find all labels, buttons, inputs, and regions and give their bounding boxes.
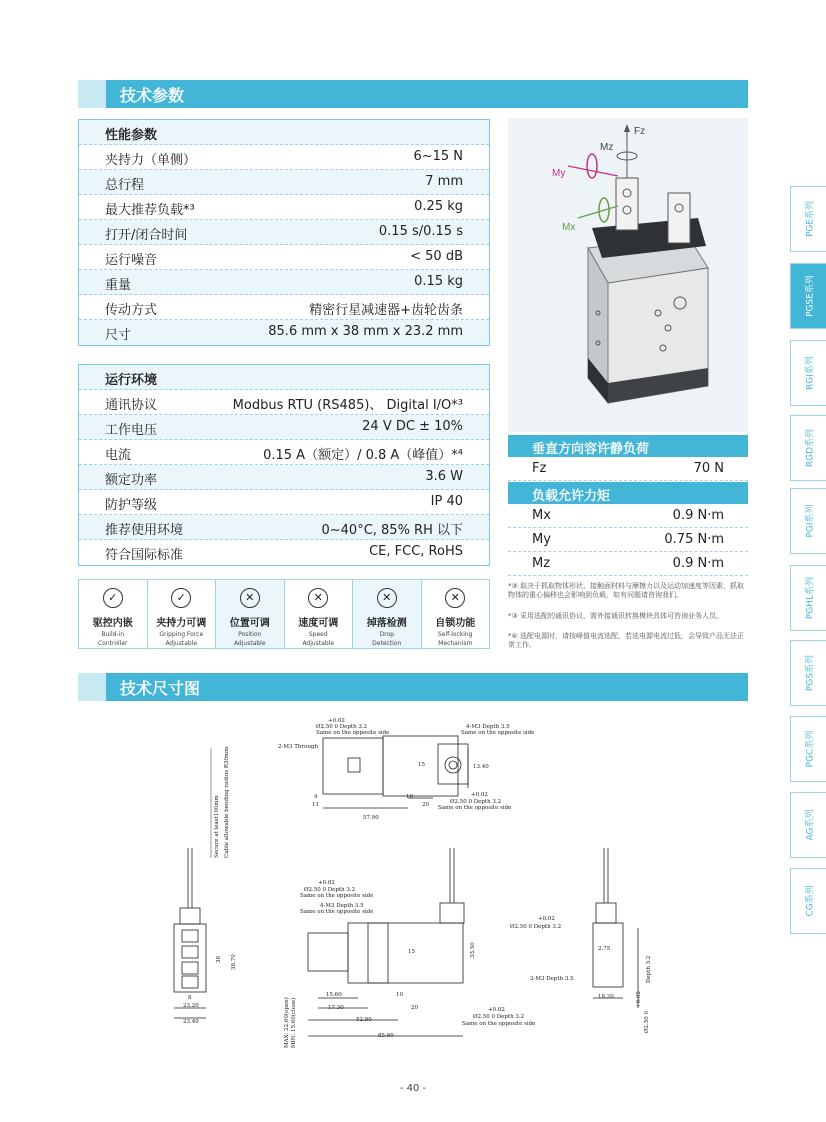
svg-text:+0.02: +0.02	[636, 991, 642, 1008]
top-view	[323, 736, 468, 808]
svg-text:15.60: 15.60	[326, 992, 342, 998]
my-label: My	[552, 168, 566, 179]
load-row: Mz 0.9 N·m	[508, 552, 748, 576]
x-circle-icon: ✕	[240, 588, 260, 608]
feature-item: ✕ 掉落检测 Drop Detection	[353, 580, 422, 648]
svg-text:4: 4	[314, 794, 318, 800]
svg-text:18.20: 18.20	[598, 994, 614, 1000]
svg-text:Ø2.50 0 Depth 3.2: Ø2.50 0 Depth 3.2	[316, 724, 368, 730]
svg-text:4-M3 Depth 3.5: 4-M3 Depth 3.5	[320, 903, 364, 909]
svg-text:23.40: 23.40	[183, 1019, 199, 1025]
svg-text:Ø2.50 0 Depth 3.2: Ø2.50 0 Depth 3.2	[510, 924, 562, 930]
table-row: 推荐使用环境 0~40°C, 85% RH 以下	[79, 515, 489, 540]
feature-item: ✓ 夹持力可调 Gripping Force Adjustable	[148, 580, 217, 648]
svg-text:38: 38	[216, 956, 222, 963]
svg-text:Same on the opposite side: Same on the opposite side	[300, 909, 374, 915]
svg-text:+0.02: +0.02	[328, 718, 345, 724]
svg-text:15: 15	[418, 762, 425, 768]
svg-text:8: 8	[188, 995, 192, 1001]
svg-text:57.90: 57.90	[363, 815, 379, 821]
gripper-illustration	[508, 118, 748, 432]
svg-text:+0.02: +0.02	[318, 880, 335, 886]
side-tab-pghl[interactable]: PGHL系列	[790, 565, 826, 631]
feature-item: ✓ 驱控内嵌 Build-in Controller	[79, 580, 148, 648]
side-tab-pgse[interactable]: PGSE系列	[790, 263, 826, 329]
environment-table	[78, 364, 490, 566]
svg-text:Ø2.50 0 Depth 3.2: Ø2.50 0 Depth 3.2	[450, 799, 502, 805]
page-number: - 40 -	[399, 1083, 427, 1094]
x-circle-icon: ✕	[377, 588, 397, 608]
product-image	[508, 118, 748, 432]
svg-text:Ø2.50 0: Ø2.50 0	[644, 1010, 650, 1033]
table-row: 夹持力（单侧） 6~15 N	[79, 145, 489, 170]
check-circle-icon: ✓	[171, 588, 191, 608]
mx-label: Mx	[562, 222, 576, 233]
table-header: 性能参数	[79, 120, 489, 145]
table-row: 电流 0.15 A（额定）/ 0.8 A（峰值）*⁴	[79, 440, 489, 465]
svg-text:15: 15	[408, 949, 415, 955]
svg-text:52.90: 52.90	[356, 1017, 372, 1023]
table-row: 最大推荐负载*³ 0.25 kg	[79, 195, 489, 220]
svg-text:11: 11	[312, 802, 319, 808]
svg-text:2-M3 Depth 3.5: 2-M3 Depth 3.5	[530, 976, 574, 982]
svg-text:Ø2.50 0 Depth 3.2: Ø2.50 0 Depth 3.2	[473, 1014, 525, 1020]
section-title-bar	[78, 673, 748, 701]
check-circle-icon: ✓	[103, 588, 123, 608]
svg-text:4-M3 Depth 3.5: 4-M3 Depth 3.5	[466, 724, 510, 730]
table-row: 总行程 7 mm	[79, 170, 489, 195]
x-circle-icon: ✕	[308, 588, 328, 608]
svg-text:13.40: 13.40	[473, 764, 489, 770]
svg-text:20: 20	[411, 1005, 418, 1011]
left-view	[174, 848, 206, 1018]
right-view	[593, 848, 638, 1008]
footnote: *③ 采用选配的通讯协议，需外接通讯转换模块具体可咨询业务人员。	[508, 612, 723, 620]
svg-text:Same on the opposite side: Same on the opposite side	[300, 893, 374, 899]
svg-text:38.70: 38.70	[231, 954, 237, 970]
svg-text:Same on the opposite side: Same on the opposite side	[461, 730, 535, 736]
feature-item: ✕ 速度可调 Speed Adjustable	[285, 580, 354, 648]
table-row: 重量 0.15 kg	[79, 270, 489, 295]
svg-text:17.30: 17.30	[328, 1005, 344, 1011]
svg-text:10: 10	[406, 794, 413, 800]
svg-text:33.50: 33.50	[470, 942, 476, 958]
svg-text:+0.02: +0.02	[471, 792, 488, 798]
side-tab-pgc[interactable]: PGC系列	[790, 716, 826, 782]
svg-text:Same on the opposite side: Same on the opposite side	[438, 805, 512, 811]
table-row: 运行噪音 < 50 dB	[79, 245, 489, 270]
table-row: 工作电压 24 V DC ± 10%	[79, 415, 489, 440]
performance-table	[78, 119, 490, 346]
load-row: Mx 0.9 N·m	[508, 504, 748, 528]
svg-text:+0.02: +0.02	[538, 916, 555, 922]
section-title: 技术参数	[120, 86, 185, 105]
svg-text:MIN: 15.60(close): MIN: 15.60(close)	[291, 997, 297, 1048]
feature-item: ✕ 位置可调 Position Adjustable	[216, 580, 285, 648]
svg-text:Depth 3.2: Depth 3.2	[646, 955, 652, 983]
x-circle-icon: ✕	[445, 588, 465, 608]
cable-note: Secure at least100mm	[214, 795, 220, 858]
svg-text:Same on the opposite side: Same on the opposite side	[462, 1021, 536, 1027]
side-tab-ag[interactable]: AG系列	[790, 792, 826, 858]
svg-text:85.60: 85.60	[378, 1033, 394, 1039]
svg-text:+0.02: +0.02	[488, 1007, 505, 1013]
cable-note: Cable allowable bending radius R30mm	[224, 746, 230, 858]
side-tab-rgd[interactable]: RGD系列	[790, 415, 826, 481]
static-load-header: 垂直方向容许静负荷	[508, 435, 748, 457]
table-row: 打开/闭合时间 0.15 s/0.15 s	[79, 220, 489, 245]
side-tab-rgi[interactable]: RGI系列	[790, 340, 826, 406]
fz-label: Fz	[634, 126, 646, 137]
svg-text:23.20: 23.20	[183, 1003, 199, 1009]
side-tab-pge[interactable]: PGE系列	[790, 186, 826, 252]
feature-item: ✕ 自锁功能 Self-locking Mechanism	[422, 580, 490, 648]
table-row: 尺寸 85.6 mm x 38 mm x 23.2 mm	[79, 320, 489, 345]
section-title: 技术尺寸图	[120, 679, 201, 698]
side-tab-cg[interactable]: CG系列	[790, 868, 826, 934]
moment-load-header: 负载允许力矩	[508, 482, 748, 504]
load-row: My 0.75 N·m	[508, 528, 748, 552]
svg-text:10: 10	[396, 992, 403, 998]
table-row: 防护等级 IP 40	[79, 490, 489, 515]
table-row: 传动方式 精密行星减速器+齿轮齿条	[79, 295, 489, 320]
table-row: 通讯协议 Modbus RTU (RS485)、 Digital I/O*³	[79, 390, 489, 415]
table-row: 符合国际标准 CE, FCC, RoHS	[105, 544, 463, 563]
side-tab-pgi[interactable]: PGI系列	[790, 488, 826, 554]
section-title-bar	[78, 80, 748, 108]
svg-text:2.75: 2.75	[598, 946, 611, 952]
footnote: *③ 取决于抓取物体形状、接触面材料与摩擦力以及运动加速度等因素，抓取物体的重心偏移也会影响到负载，如有问题请咨询我们。	[508, 582, 744, 599]
footnote: *④ 选配电源时，请按峰值电流选配，若选电源电流过低，会导致产品无法正常工作。	[508, 632, 744, 649]
side-tab-pgs[interactable]: PGS系列	[790, 640, 826, 706]
table-header: 运行环境	[79, 365, 489, 390]
svg-text:Same on the opposite side: Same on the opposite side	[316, 730, 390, 736]
svg-text:2-M3 Through: 2-M3 Through	[278, 744, 318, 750]
feature-strip	[78, 579, 490, 649]
technical-drawing	[78, 708, 748, 1053]
svg-text:20: 20	[422, 802, 429, 808]
load-row: Fz 70 N	[508, 457, 748, 481]
svg-text:MAX: 22.60(open): MAX: 22.60(open)	[284, 997, 290, 1048]
svg-text:Ø2.50 0 Depth 3.2: Ø2.50 0 Depth 3.2	[304, 887, 356, 893]
table-row: 额定功率 3.6 W	[79, 465, 489, 490]
mz-label: Mz	[600, 142, 614, 153]
